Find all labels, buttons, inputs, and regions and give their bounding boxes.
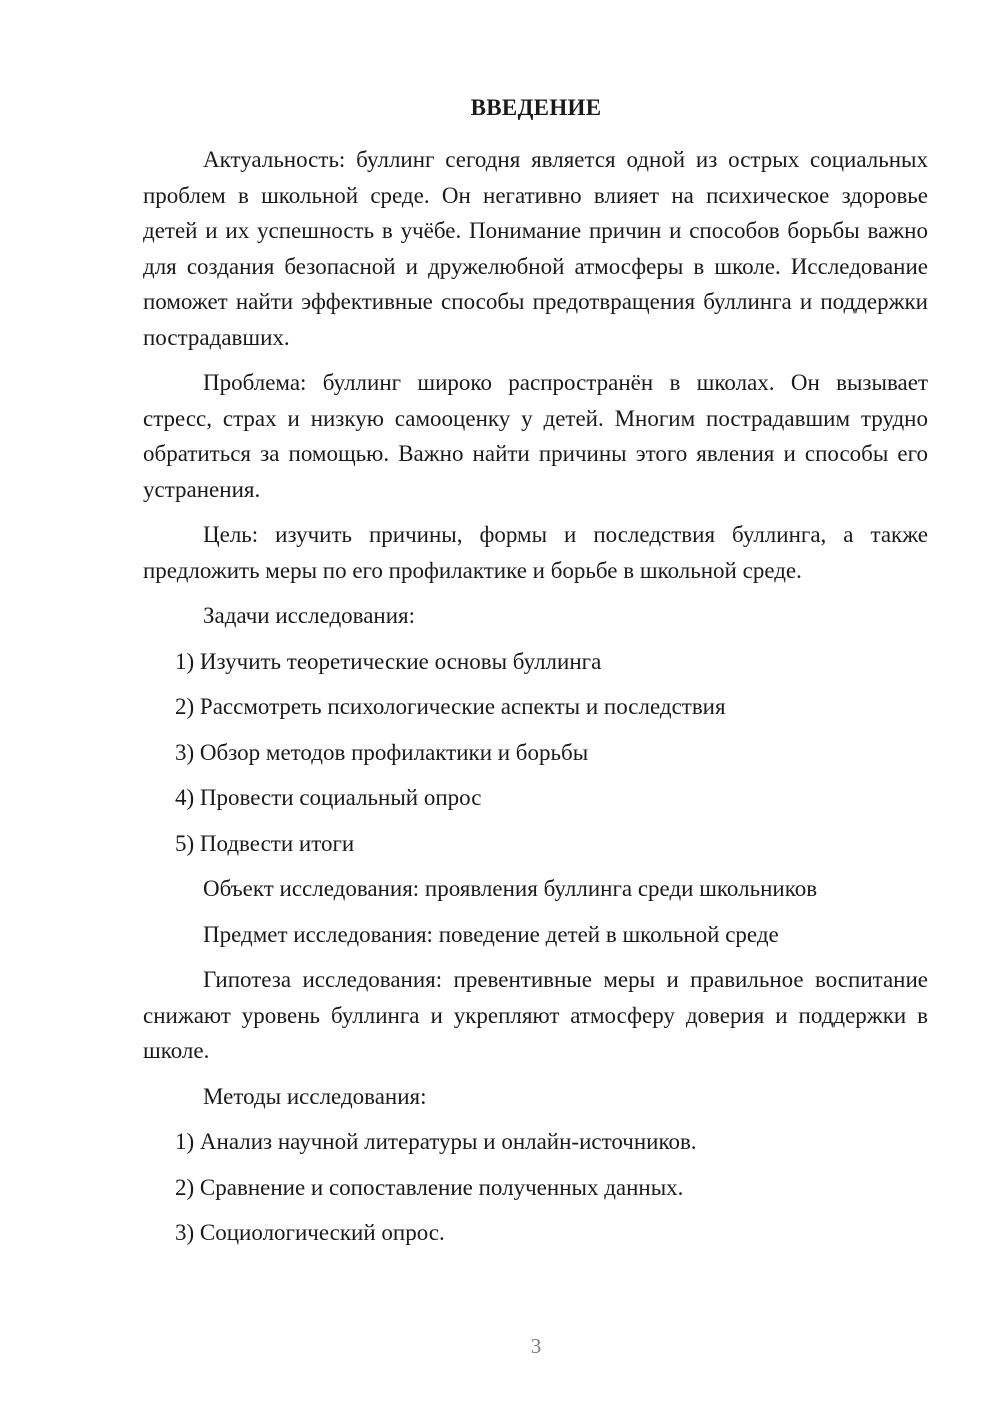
document-body (143, 142, 928, 1261)
list-item: 1) Анализ научной литературы и онлайн-источников. (175, 1129, 697, 1154)
paragraph-subject: Предмет исследования: поведение детей в школьной среде (203, 921, 779, 947)
paragraph-hypothesis: Гипотеза исследования: превентивные меры и правильное воспитание снижают уровень буллинга и укрепляют атмосферу доверия и поддержки в школе. (143, 967, 928, 1063)
list-item: 2) Сравнение и сопоставление полученных данных. (175, 1174, 684, 1200)
methods-heading: Методы исследования: (203, 1083, 427, 1109)
list-item: 4) Провести социальный опрос (175, 785, 482, 810)
tasks-list (143, 644, 928, 862)
methods-list (143, 1124, 928, 1251)
page-number: 3 (530, 1334, 542, 1358)
list-item: 5) Подвести итоги (175, 830, 355, 856)
paragraph-relevance: Актуальность: буллинг сегодня является одной из острых социальных проблем в школьной среде. Он негативно влияет на психическое здоровье детей и их успешность в учёбе. Понимание причин и способов борьбы важно для создания безопасной и дружелюбной атмосферы в школе. Исследование поможет найти эффективные способы предотвращения буллинга и поддержки пострадавших. (143, 147, 928, 350)
list-item: 3) Социологический опрос. (175, 1220, 445, 1245)
list-item: 2) Рассмотреть психологические аспекты и последствия (175, 694, 726, 719)
tasks-heading: Задачи исследования: (203, 603, 416, 628)
paragraph-problem: Проблема: буллинг широко распространён в школах. Он вызывает стресс, страх и низкую самооценку у детей. Многим пострадавшим трудно обратиться за помощью. Важно найти причины этого явления и способы его устранения. (143, 370, 928, 502)
page-title: ВВЕДЕНИЕ (470, 95, 602, 120)
list-item: 3) Обзор методов профилактики и борьбы (175, 739, 589, 765)
list-item: 1) Изучить теоретические основы буллинга (175, 648, 602, 674)
paragraph-goal: Цель: изучить причины, формы и последствия буллинга, а также предложить меры по его профилактике и борьбе в школьной среде. (143, 522, 928, 583)
paragraph-object: Объект исследования: проявления буллинга среди школьников (203, 876, 818, 901)
